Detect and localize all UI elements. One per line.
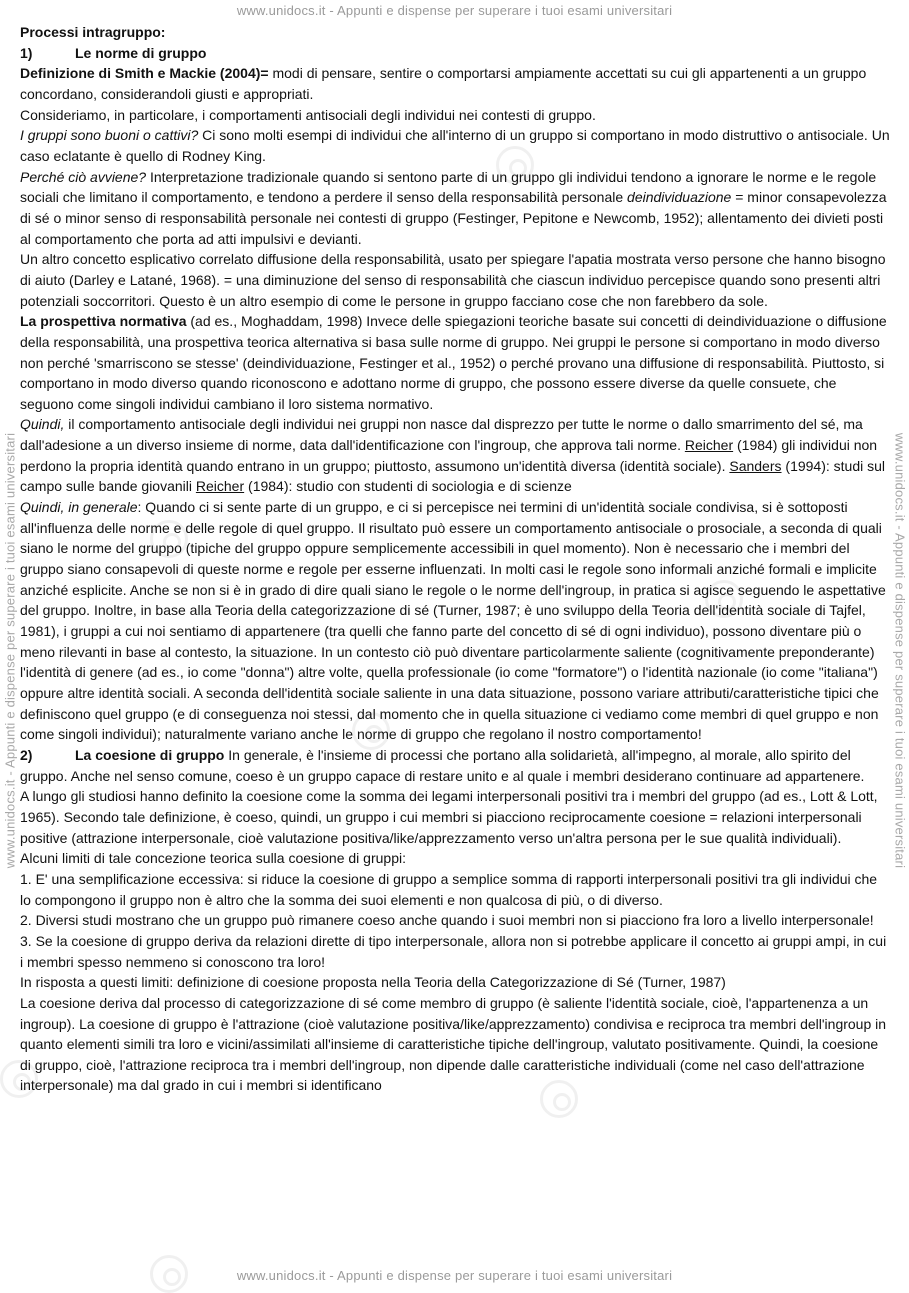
definition-lead: Definizione di Smith e Mackie (2004)= [20, 65, 269, 82]
list-item: 3. Se la coesione di gruppo deriva da relazioni dirette di tipo interpersonale, allora non si potrebbe applicare il concetto ai gruppi ampi, in cui i membri spesso nemmeno si conoscono tra loro! [20, 932, 887, 970]
paragraph-text: : Quando ci si sente parte di un gruppo, e ci si percepisce nei termini di un'identità sociale condivisa, si è sottoposti all'influenza delle norme e delle regole di quel gruppo. Il risultato può essere un comportamento antisociale o prosociale, a seconda di quali siano le norme del gruppo (tipiche del gruppo oppure semplicemente accessibili in quel momento). Non è necessario che i membri del gruppo siano consapevoli di queste norme e regole per esserne influenzati. In molti casi le regole sono informali anziché formali e implicite anziché esplicite. Anche se non si è in grado di dire quali siano le regole o le norme dell'ingroup, in pratica si agisce seguendo le aspettative del gruppo. Inoltre, in base alla Teoria della categorizzazione di sé (Turner, 1987; è uno sviluppo della Teoria dell'identità sociale di Tajfel, 1981), i gruppi a cui noi sentiamo di appartenere (tra quelli che fanno parte del concetto di sé di ogni individuo), possono diventare più o meno rilevanti in base al contesto, la situazione. In un contesto ciò può diventare particolarmente saliente (cognitivamente preponderante) l'identità di genere (ad es., io come "donna") altre volte, quella professionale (io come "formatore") o l'identità nazionale (io come "italiana") oppure altre identità sociali. A seconda dell'identità sociale saliente in una data situazione, possono variare attributi/caratteristiche tipici che definiscono quel gruppo (e di conseguenza noi stessi, dal momento che in quella situazione ci vediamo come membri di quel gruppo e non come singoli individui); naturalmente variano anche le norme di gruppo che regolano il nostro comportamento! [20, 499, 886, 743]
paragraph: Alcuni limiti di tale concezione teorica sulla coesione di gruppi: [20, 850, 406, 867]
paragraph-text: il comportamento antisociale degli individui nei gruppi non nasce dal disprezzo per tutte le norme o dallo smarrimento del sé, ma dall'adesione a un diverso insieme di norme, data dall'identificazione con l'ingroup, che approva tali norme. [20, 416, 863, 454]
right-side-watermark: www.unidocs.it - Appunti e dispense per superare i tuoi esami universitari [892, 432, 908, 869]
watermark-seal-icon [150, 1255, 188, 1293]
paragraph [20, 414, 890, 497]
paragraph [20, 167, 890, 250]
list-item: 1. E' una semplificazione eccessiva: si riduce la coesione di gruppo a semplice somma di rapporti interpersonali positivi tra gli individui che lo compongono il gruppo non è altro che la somma dei suoi elementi e non qualcosa di più, o di diverso. [20, 870, 878, 908]
paragraph-text: In generale, è l'insieme di processi che portano alla solidarietà, all'impegno, al morale, allo spirito del gruppo. Anche nel senso comune, coeso è un gruppo capace di restare unito e al quale i membri desiderano continuare ad appartenere. [20, 746, 865, 784]
paragraph-text: modi di pensare, sentire o comportarsi ampiamente accettati su cui gli appartenenti a un gruppo concordano, considerandoli giusti e appropriati. [20, 65, 867, 102]
connector: Quindi, [20, 416, 65, 433]
reference: Reicher [195, 478, 245, 495]
paragraph [20, 63, 890, 104]
footer-watermark: www.unidocs.it - Appunti e dispense per superare i tuoi esami universitari [236, 1268, 673, 1283]
paragraph: In risposta a questi limiti: definizione di coesione proposta nella Teoria della Categorizzazione di Sé (Turner, 1987) [20, 974, 726, 991]
paragraph-text: Interpretazione tradizionale quando si sentono parte di un gruppo gli individui tendono a ignorare le norme e le regole sociali che limitano il comportamento, e tendono a perdere il senso della responsabilità personale [20, 168, 877, 206]
paragraph-text: (1984): studio con studenti di sociologia e di scienze [244, 478, 572, 495]
section-number: 2) [20, 746, 33, 763]
paragraph: La coesione deriva dal processo di categorizzazione di sé come membro di gruppo (è saliente l'identità sociale, cioè, l'appartenenza a un ingroup). La coesione di gruppo è l'attrazione (cioè valutazione positiva/like/apprezzamento) condivisa e reciproca tra membri dell'ingroup in quanto elementi simili tra loro e vicini/assimilati all'insieme di caratteristiche tipiche dell'ingroup, valutato positivamente. Quindi, la coesione di gruppo, cioè, l'attrazione reciproca tra i membri dell'ingroup, non dipende dalle caratteristiche individuali (come nel caso dell'attrazione interpersonale) ma dal grado in cui i membri si identificano [20, 994, 887, 1094]
header-watermark: www.unidocs.it - Appunti e dispense per superare i tuoi esami universitari [236, 3, 673, 18]
section-heading-norms [20, 43, 890, 64]
left-side-watermark: www.unidocs.it - Appunti e dispense per superare i tuoi esami universitari [2, 432, 18, 869]
reference: Reicher [684, 437, 734, 454]
paragraph-text: Ci sono molti esempi di individui che all'interno di un gruppo si comportano in modo distruttivo o antisociale. Un caso eclatante è quello di Rodney King. [20, 127, 890, 164]
connector: Quindi, in generale [20, 499, 138, 516]
section-title: La coesione di gruppo [75, 746, 225, 763]
reference: Sanders [729, 457, 782, 474]
paragraph-text: (1994): studi sul campo sulle bande giovanili [20, 457, 886, 495]
section-title: Le norme di gruppo [75, 44, 207, 61]
section-number: 1) [20, 44, 33, 61]
normative-lead: La prospettiva normativa [20, 313, 187, 330]
paragraph-text: = minor consapevolezza di sé o minor senso di responsabilità personale nei contesti di gruppo (Festinger, Pepitone e Newcomb, 1952); allentamento dei divieti posti al comportamento che porta ad atti impulsivi e devianti. [20, 189, 887, 247]
question: I gruppi sono buoni o cattivi? [20, 127, 199, 144]
document-body [20, 22, 890, 1096]
section-heading-cohesion [20, 745, 890, 786]
paragraph: Consideriamo, in particolare, i comportamenti antisociali degli individui nei contesti di gruppo. [20, 106, 596, 123]
paragraph: A lungo gli studiosi hanno definito la coesione come la somma dei legami interpersonali positivi tra i membri del gruppo (ad es., Lott & Lott, 1965). Secondo tale definizione, è coeso, quindi, un gruppo i cui membri si piacciono reciprocamente coesione = relazioni interpersonali positive (attrazione interpersonale, cioè valutazione positiva/like/apprezzamento verso un'altra persona per le sue qualità individuali). [20, 788, 878, 846]
question: Perché ciò avviene? [20, 168, 147, 185]
paragraph-text: (1984) gli individui non perdono la propria identità quando entrano in un gruppo; piuttosto, assumono un'identità diversa (identità sociale). [20, 437, 878, 474]
paragraph-text: (ad es., Moghaddam, 1998) Invece delle spiegazioni teoriche basate sui concetti di deindividuazione o diffusione della responsabilità, una prospettiva teorica alternativa si basa sulle norme di gruppo. Nei gruppi le persone si comportano in modo diverso non perché 'smarriscono se stesse' (deindividuazione, Festinger et al., 1952) o perché provano una diffusione di responsabilità. Piuttosto, si comportano in modo diverso quando riconoscono e adottano norme di gruppo, che possono essere diverse da quelle consuete, che seguono come singoli individui cambiano il loro sistema normativo. [20, 313, 887, 412]
document-title: Processi intragruppo: [20, 24, 166, 40]
paragraph [20, 125, 890, 166]
term: deindividuazione [627, 189, 732, 206]
list-item: 2. Diversi studi mostrano che un gruppo può rimanere coeso anche quando i suoi membri non si piacciono fra loro a livello interpersonale! [20, 912, 874, 929]
paragraph [20, 311, 890, 414]
paragraph [20, 497, 890, 745]
paragraph: Un altro concetto esplicativo correlato diffusione della responsabilità, usato per spiegare l'apatia mostrata verso persone che hanno bisogno di aiuto (Darley e Latané, 1968). = una diminuzione del senso di responsabilità che ciascun individuo percepisce quando sono presenti altri potenziali soccorritori. Questo è un altro esempio di come le persone in gruppo facciano cose che non farebbero da sole. [20, 251, 886, 309]
